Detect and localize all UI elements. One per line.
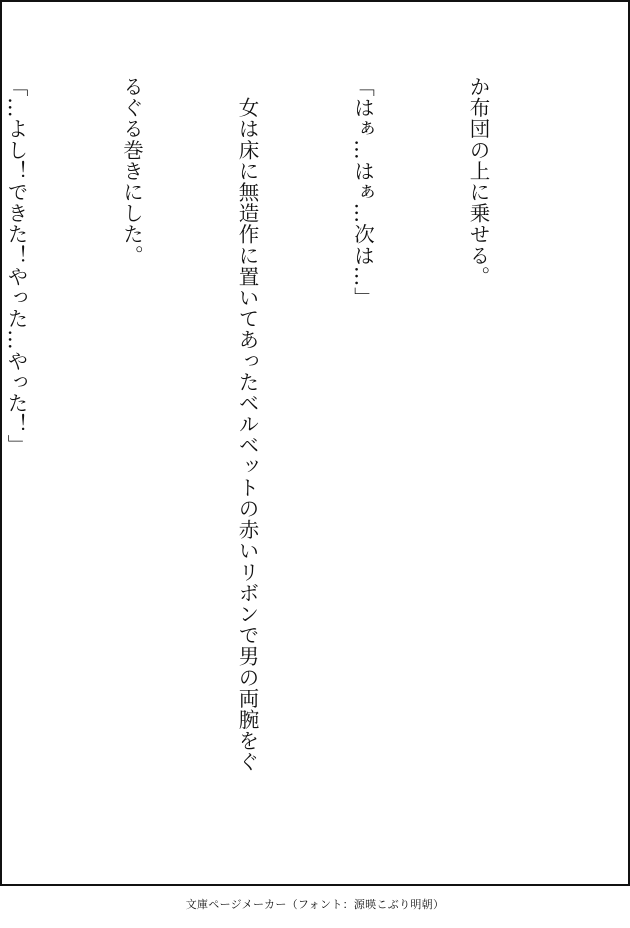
novel-text-column [4, 76, 574, 796]
text-line: 「…よし！できた！やった…やった！」 [4, 76, 28, 456]
text-line: るぐる巻きにした。 [119, 76, 144, 266]
footer-credit: 文庫ページメーカー（フォント：源暎こぶり明朝） [185, 898, 445, 911]
text-line: 女は床に無造作に置いてあったベルベットの赤いリボンで男の両腕をぐ [235, 76, 259, 773]
text-line: 「はぁ…はぁ…次は…」 [350, 76, 375, 309]
text-line: か布団の上に乗せる。 [466, 76, 490, 287]
